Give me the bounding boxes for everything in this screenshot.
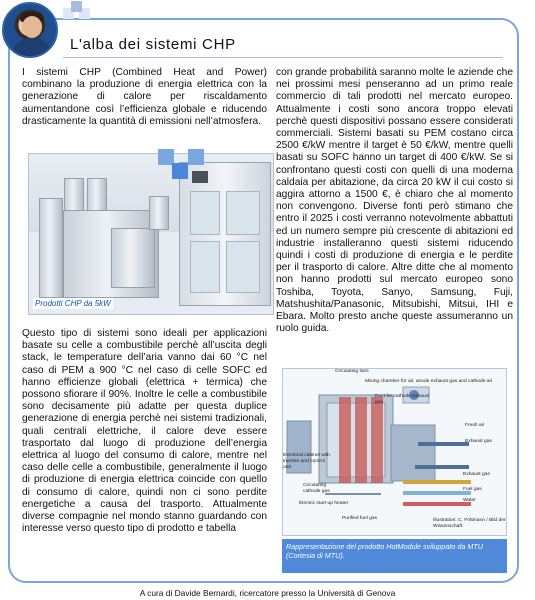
diagram-label: Purified fuel gas xyxy=(342,516,378,521)
diagram-label: Fresh air xyxy=(465,423,485,428)
diagram-label: Water xyxy=(463,498,476,503)
diagram-label: Fuel gas xyxy=(463,487,482,492)
diagram-label: Illustration: C. Frittmann / Bild der Wissenschaft xyxy=(433,518,506,529)
left-column-intro: I sistemi CHP (Combined Heat and Power) combinano la produzione di energia elettrica con la generazione di calore per riscaldamento aumentandone così l’efficienza globale e riducendo drasticamente la quantità di emissioni nell’atmosfera. xyxy=(22,67,267,127)
puzzle-piece xyxy=(188,149,204,165)
diagram-label: Duct for cathode exhaust gas xyxy=(375,394,430,405)
chp-module xyxy=(179,162,271,306)
diagram-label: Exhaust gas xyxy=(463,472,490,477)
diagram-label: Electric start-up heater xyxy=(299,501,349,506)
hotmodule-diagram xyxy=(282,368,507,536)
page-title: L'alba dei sistemi CHP xyxy=(70,36,236,53)
unit-vent xyxy=(64,178,84,214)
unit-vent xyxy=(149,196,169,230)
left-column-body: Questo tipo di sistemi sono ideali per applicazioni basate su celle a combustibile perchè all’uscita degli stack, le temperature dell’aria vanno dai 60 °C nel caso di PEM a 900 °C nel caso di celle SOFC ed hanno efficienze globali (elettrica + termica) che possono sfiorare il 90%. Inoltre le celle a combustibile sono decisamente più adatte per questa duplice generazione di energia perchè nei sistemi tradizionali, quali centrali elettriche, il calore deve essere trasportato dal luogo di produzione dell’energia elettrica al luogo del consumo di calore, mentre nel caso delle celle a combustibile, generalmente il luogo di produzione di energia elettrica coincide con quello di consumo di calore, quindi non ci sono perdite energetiche a causa del trasporto. Attualmente diverse compagnie nel mondo stanno guardando con interesse verso questo tipo di prodotto e tabella xyxy=(22,328,267,535)
glass-panel xyxy=(190,191,220,235)
right-column-body: con grande probabilità saranno molte le aziende che nei prossimi mesi penseranno ad un primo reale commercio di tali prodotti nel mercato europeo. Attualmente i costi sono ancora troppo elevati perchè questi dispositivi possano essere considerati commerciali. Sistemi basati su PEM costano circa 2500 €/kW mentre il target è 50 €/kW, mentre quelli basati su SOFC hanno un target di 400 €/kW. Se si confrontano questi costi con quelli di una moderna caldaia per abitazione, da circa 20 kW il cui costo si aggira attorno a 1500 €, è chiaro che al momento non convengono. Diverse fonti però stimano che entro il 2025 i costi verranno notevolmente abbattuti ed un numero sempre più crescente di abitazioni ed industrie installeranno questi sistemi riducendo quindi i costi di produzione di energia e le perdite per il trasporto di calore. Altre ditte che al momento non hanno prodotti sul mercato europeo sono Toshiba, Toyota, Sanyo, Samsung, Fuji, Matshushita/Panasonic, Mitsubishi, Mitsui, IHI e Ebara. Molto presto anche queste assumeranno un ruolo guida. xyxy=(276,67,513,335)
glass-panel xyxy=(190,241,220,293)
avatar-shirt xyxy=(12,38,52,58)
title-rule xyxy=(63,57,503,58)
puzzle-piece xyxy=(172,163,188,179)
page-footer: A cura di Davide Bernardi, ricercatore presso la Università di Genova xyxy=(139,588,396,598)
glass-panel xyxy=(226,241,260,293)
diagram-label: Exhaust gas xyxy=(465,439,492,444)
product-photo xyxy=(28,153,274,315)
photo-caption: Prodotti CHP da 5kW xyxy=(35,299,111,308)
control-screen xyxy=(192,171,208,183)
diagram-caption: Rappresentazione del prodotto HotModule sviluppato da MTU (Cortesia di MTU). xyxy=(282,539,507,573)
diagram-label: Circulating fans xyxy=(335,369,369,374)
chp-side-unit xyxy=(111,228,155,288)
diagram-label: Mixing chamber for air, anode exhaust gas and cathode air xyxy=(365,379,493,384)
glass-panel xyxy=(226,191,260,235)
diagram-label: Electrical cabinet with inverter and control unit xyxy=(283,453,331,470)
unit-panel xyxy=(39,198,63,298)
diagram-label: Circulating cathode gas xyxy=(303,483,330,494)
unit-vent xyxy=(87,178,107,214)
author-avatar xyxy=(2,2,58,58)
avatar-face xyxy=(22,16,42,38)
title-decoration xyxy=(71,1,82,12)
